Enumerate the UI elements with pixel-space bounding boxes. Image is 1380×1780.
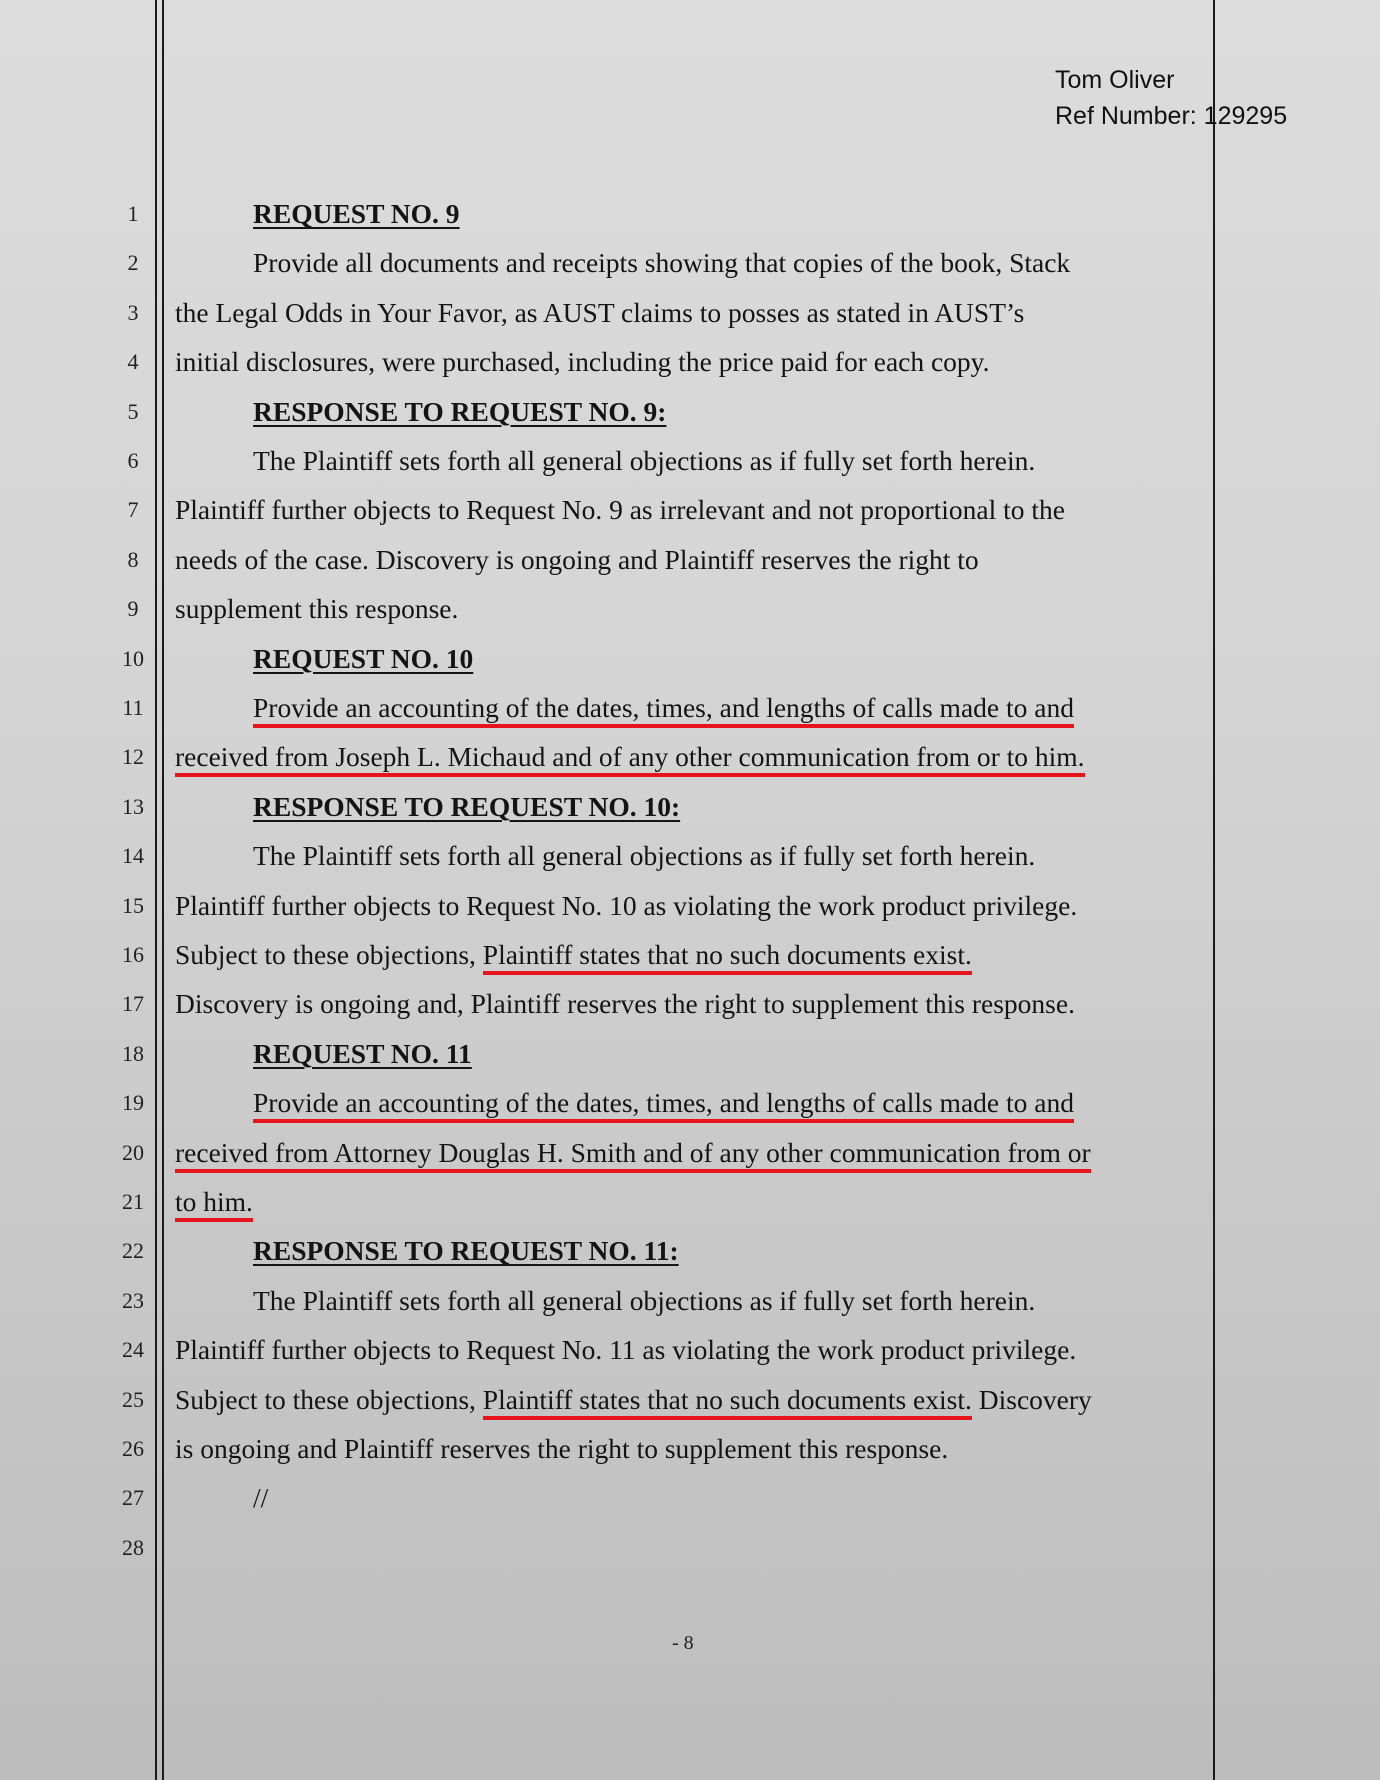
document-line [0,1276,1380,1326]
document-line [0,189,1380,239]
line-number: 2 [127,250,139,276]
line-number: 14 [122,843,144,869]
header-ref [1055,98,1287,134]
document-line [0,881,1380,931]
body-text: Discovery is ongoing and, Plaintiff reserves the right to supplement this response. [175,988,1075,1020]
document-line [0,1473,1380,1523]
document-line [0,1226,1380,1276]
header-ref-label: Ref Number: [1055,102,1197,130]
body-text: supplement this response. [175,593,459,625]
body-text: needs of the case. Discovery is ongoing and Plaintiff reserves the right to [175,543,979,575]
document-line [0,1375,1380,1425]
body-text: Discovery [971,1383,1092,1415]
line-text [175,1424,948,1474]
line-text [175,1128,1091,1178]
red-underlined-text: Provide an accounting of the dates, times, and lengths of calls made to and [253,1087,1074,1123]
body-text: The Plaintiff sets forth all general objections as if fully set forth herein. [253,445,1036,476]
document-line [0,535,1380,585]
red-underlined-text: received from Attorney Douglas H. Smith and of any other communication from or [175,1137,1091,1173]
line-text [175,930,972,980]
line-number: 21 [122,1189,144,1214]
body-text: the Legal Odds in Your Favor, as AUST claims to posses as stated in AUST’s [175,296,1025,328]
line-number: 7 [127,497,139,523]
section-heading: RESPONSE TO REQUEST NO. 9: [253,395,667,427]
document-line [0,979,1380,1029]
section-heading: REQUEST NO. 10 [253,642,474,674]
line-number: 4 [127,349,139,375]
body-text: // [253,1482,269,1514]
line-text [175,485,1065,535]
section-heading: RESPONSE TO REQUEST NO. 10: [253,790,681,822]
header-stamp [1055,62,1287,134]
document-line [0,337,1380,387]
document-line [0,238,1380,288]
line-text [253,1226,679,1276]
line-number: 10 [122,645,144,671]
section-heading: REQUEST NO. 9 [253,198,460,229]
line-text [175,1325,1076,1375]
line-text [253,387,666,437]
line-number: 28 [122,1534,144,1560]
document-line [0,831,1380,881]
line-text [253,238,1070,288]
body-text: The Plaintiff sets forth all general objections as if fully set forth herein. [253,840,1036,872]
document-line [0,634,1380,684]
document-line [0,584,1380,634]
document-line [0,1177,1380,1227]
red-underlined-text: Plaintiff states that no such documents exist. [483,1384,972,1420]
line-number: 26 [122,1436,144,1461]
document-line [0,387,1380,437]
line-number: 20 [122,1139,144,1165]
line-number: 18 [122,1040,144,1066]
document-line [0,288,1380,338]
line-number: 8 [127,546,139,572]
line-text [253,436,1035,486]
line-text [175,584,458,634]
document-line [0,683,1380,733]
line-text [253,1029,472,1079]
body-text: is ongoing and Plaintiff reserves the right to supplement this response. [175,1433,949,1464]
page-number: - 8 [672,1632,694,1654]
document-line [0,436,1380,486]
document-line [0,1325,1380,1375]
line-number: 17 [122,991,144,1017]
line-number: 16 [122,942,144,967]
document-line [0,1128,1380,1178]
line-text [253,634,473,684]
line-number: 15 [122,892,144,918]
red-underlined-text: Provide an accounting of the dates, times, and lengths of calls made to and [253,692,1074,728]
line-number: 25 [122,1386,144,1412]
document-line [0,1078,1380,1128]
line-number: 12 [122,744,144,770]
document-line [0,732,1380,782]
line-number: 13 [122,793,144,819]
line-number: 5 [127,398,139,424]
body-text: Plaintiff further objects to Request No. 9 as irrelevant and not proportional to the [175,494,1065,526]
document-line [0,782,1380,832]
header-name: Tom Oliver [1055,66,1175,94]
line-text [175,979,1075,1029]
document-line [0,1029,1380,1079]
line-number: 27 [122,1485,144,1511]
document-line [0,485,1380,535]
body-text: Plaintiff further objects to Request No. 10 as violating the work product privilege. [175,889,1078,921]
line-number: 6 [127,448,139,473]
line-text [253,189,460,239]
line-text [253,1276,1035,1326]
section-heading: REQUEST NO. 11 [253,1037,472,1069]
red-underlined-text: Plaintiff states that no such documents exist. [483,939,972,975]
header-ref-value: 129295 [1203,102,1288,130]
body-text: The Plaintiff sets forth all general objections as if fully set forth herein. [253,1284,1036,1316]
body-text: Subject to these objections, [175,1383,483,1415]
section-heading: RESPONSE TO REQUEST NO. 11: [253,1235,679,1267]
body-text: Plaintiff further objects to Request No. 11 as violating the work product privilege. [175,1334,1077,1366]
line-text [175,1375,1092,1425]
document-line [0,930,1380,980]
line-text [253,1078,1074,1128]
red-underlined-text: received from Joseph L. Michaud and of any other communication from or to him. [175,741,1085,777]
document-line [0,1523,1380,1573]
line-number: 3 [127,299,139,325]
line-number: 9 [127,596,139,622]
line-text [175,535,979,585]
line-text [253,683,1074,733]
line-number: 22 [122,1238,144,1264]
line-text [175,881,1077,931]
line-number: 19 [122,1090,144,1116]
line-number: 11 [122,695,144,720]
line-text [253,831,1035,881]
line-number: 24 [122,1337,144,1363]
body-text: Provide all documents and receipts showing that copies of the book, Stack [253,247,1071,279]
line-text [253,782,680,832]
red-underlined-text: to him. [175,1186,253,1222]
line-number: 1 [127,201,139,226]
line-text [175,337,990,387]
body-text: Subject to these objections, [175,939,483,970]
line-text [175,288,1024,338]
document-line [0,1424,1380,1474]
line-number: 23 [122,1287,144,1313]
line-text [175,1177,253,1227]
line-text [253,1473,268,1523]
body-text: initial disclosures, were purchased, including the price paid for each copy. [175,346,990,378]
line-text [175,732,1085,782]
